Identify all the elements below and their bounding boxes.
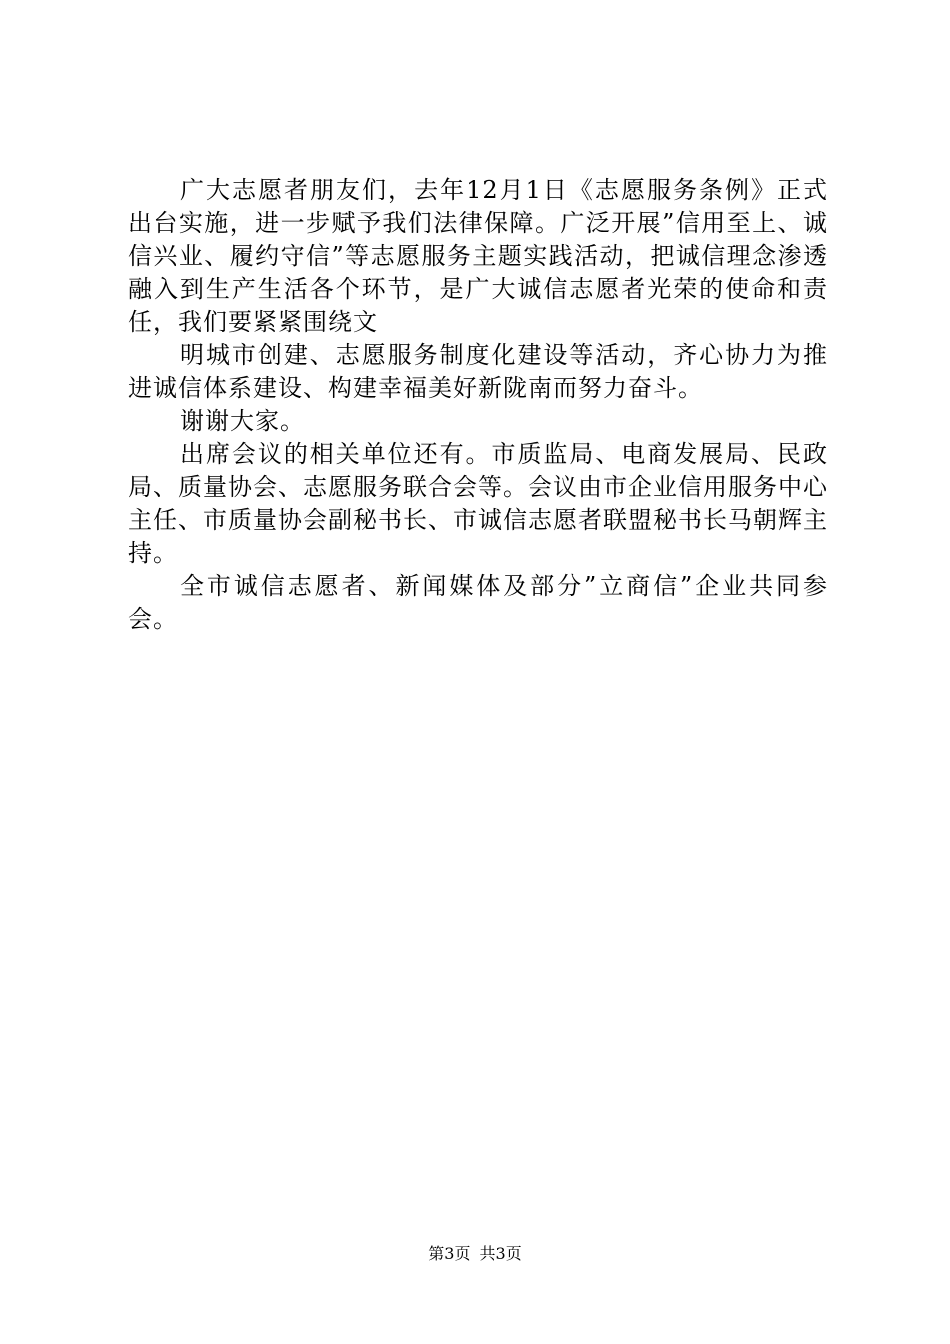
page-total: 共3页 [479, 1244, 522, 1263]
page-number: 第3页 [428, 1244, 471, 1263]
paragraph-4: 出席会议的相关单位还有。市质监局、电商发展局、民政局、质量协会、志愿服务联合会等。会议由市企业信用服务中心主任、市质量协会副秘书长、市诚信志愿者联盟秘书长马朝辉主持。 [128, 440, 828, 567]
paragraph-3: 谢谢大家。 [180, 407, 305, 435]
paragraph-2: 明城市创建、志愿服务制度化建设等活动，齐心协力为推进诚信体系建设、构建幸福美好新陇南而努力奋斗。 [128, 341, 828, 402]
paragraph-5: 全市诚信志愿者、新闻媒体及部分”立商信”企业共同参会。 [128, 572, 828, 633]
page-footer [0, 1244, 950, 1264]
paragraph-1: 广大志愿者朋友们，去年12月1日《志愿服务条例》正式出台实施，进一步赋予我们法律保障。广泛开展”信用至上、诚信兴业、履约守信”等志愿服务主题实践活动，把诚信理念渗透融入到生产生活各个环节，是广大诚信志愿者光荣的使命和责任，我们要紧紧围绕文 [128, 176, 828, 336]
document-body [128, 174, 828, 636]
